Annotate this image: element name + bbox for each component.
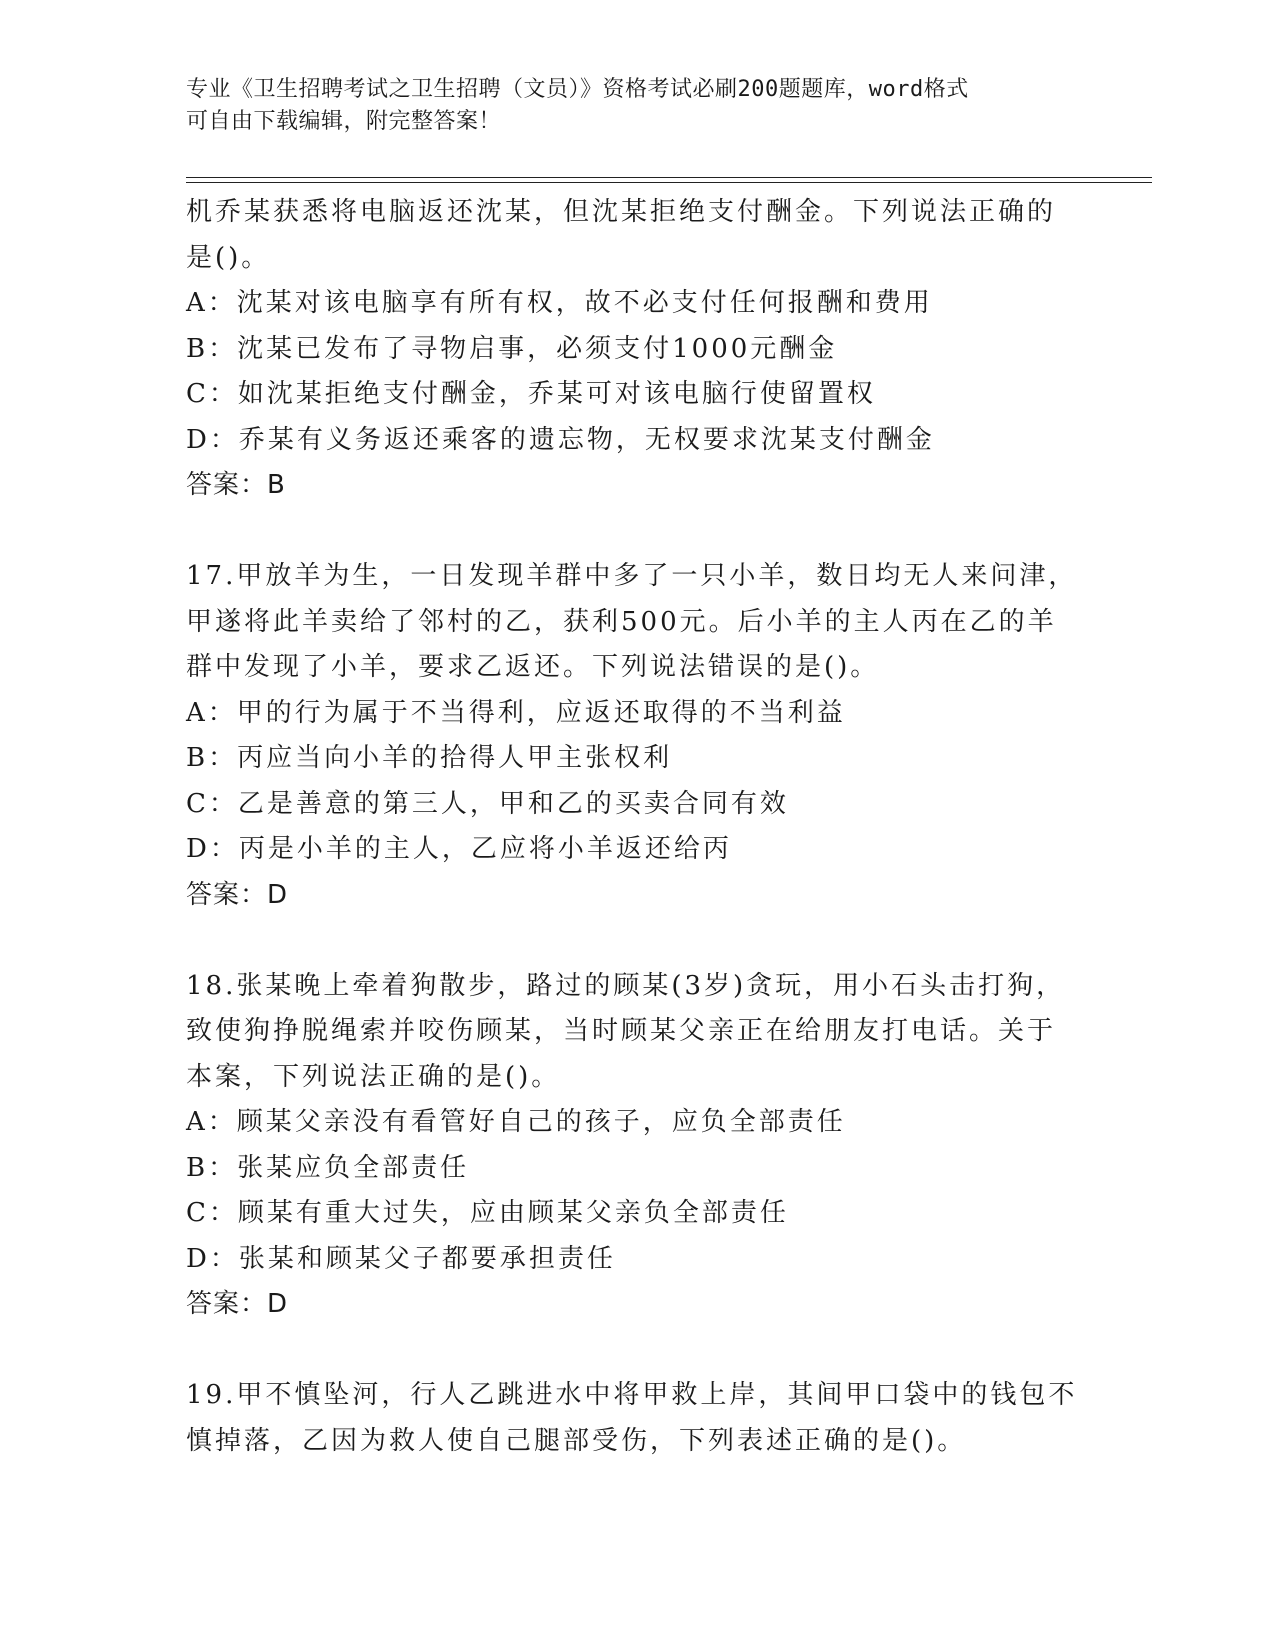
option-d: D：丙是小羊的主人，乙应将小羊返还给丙 <box>186 834 732 864</box>
option-a: A：顾某父亲没有看管好自己的孩子，应负全部责任 <box>186 1107 846 1137</box>
option-b: B：丙应当向小羊的拾得人甲主张权利 <box>186 743 673 773</box>
question-item <box>186 554 1086 918</box>
question-stem-line: 19.甲不慎坠河，行人乙跳进水中将甲救上岸，其间甲口袋中的钱包不 <box>186 1380 1078 1410</box>
question-stem-line: 甲遂将此羊卖给了邻村的乙，获利500元。后小羊的主人丙在乙的羊 <box>186 606 1057 637</box>
option-d: D：乔某有义务返还乘客的遗忘物，无权要求沈某支付酬金 <box>186 424 935 455</box>
header-title-line-2: 可自由下载编辑，附完整答案！ <box>186 109 502 134</box>
question-list <box>186 190 1086 1464</box>
option-d: D：张某和顾某父子都要承担责任 <box>186 1243 616 1274</box>
question-stem-line: 群中发现了小羊，要求乙返还。下列说法错误的是()。 <box>186 652 880 682</box>
question-item <box>186 1373 1086 1464</box>
option-c: C：顾某有重大过失，应由顾某父亲负全部责任 <box>186 1198 789 1228</box>
question-item <box>186 964 1086 1328</box>
header-divider-top <box>186 177 1152 178</box>
question-spacer <box>186 1328 1086 1374</box>
option-c: C：乙是善意的第三人，甲和乙的买卖合同有效 <box>186 788 789 819</box>
question-stem-line: 是()。 <box>186 242 271 273</box>
answer-key: 答案：B <box>186 470 286 500</box>
document-header <box>186 74 1086 138</box>
question-stem-line: 17.甲放羊为生，一日发现羊群中多了一只小羊，数日均无人来问津， <box>186 561 1078 591</box>
question-stem-line: 慎掉落，乙因为救人使自己腿部受伤，下列表述正确的是()。 <box>186 1425 967 1456</box>
question-item <box>186 190 1086 509</box>
question-stem-line: 18.张某晚上牵着狗散步，路过的顾某(3岁)贪玩，用小石头击打狗， <box>186 970 1066 1001</box>
question-spacer <box>186 918 1086 964</box>
option-a: A：甲的行为属于不当得利，应返还取得的不当利益 <box>186 697 846 728</box>
header-divider-bottom <box>186 182 1152 183</box>
header-title-line-1: 专业《卫生招聘考试之卫生招聘（文员）》资格考试必刷200题题库，word格式 <box>186 77 969 102</box>
question-stem-line: 本案，下列说法正确的是()。 <box>186 1061 561 1092</box>
answer-key: 答案：D <box>186 1289 289 1319</box>
option-b: B：沈某已发布了寻物启事，必须支付1000元酬金 <box>186 333 838 364</box>
answer-key: 答案：D <box>186 879 289 910</box>
question-stem-line: 致使狗挣脱绳索并咬伤顾某，当时顾某父亲正在给朋友打电话。关于 <box>186 1016 1057 1046</box>
question-stem-line: 机乔某获悉将电脑返还沈某，但沈某拒绝支付酬金。下列说法正确的 <box>186 197 1057 227</box>
question-spacer <box>186 509 1086 555</box>
option-b: B：张某应负全部责任 <box>186 1152 470 1183</box>
option-a: A：沈某对该电脑享有所有权，故不必支付任何报酬和费用 <box>186 288 933 318</box>
option-c: C：如沈某拒绝支付酬金，乔某可对该电脑行使留置权 <box>186 379 876 409</box>
